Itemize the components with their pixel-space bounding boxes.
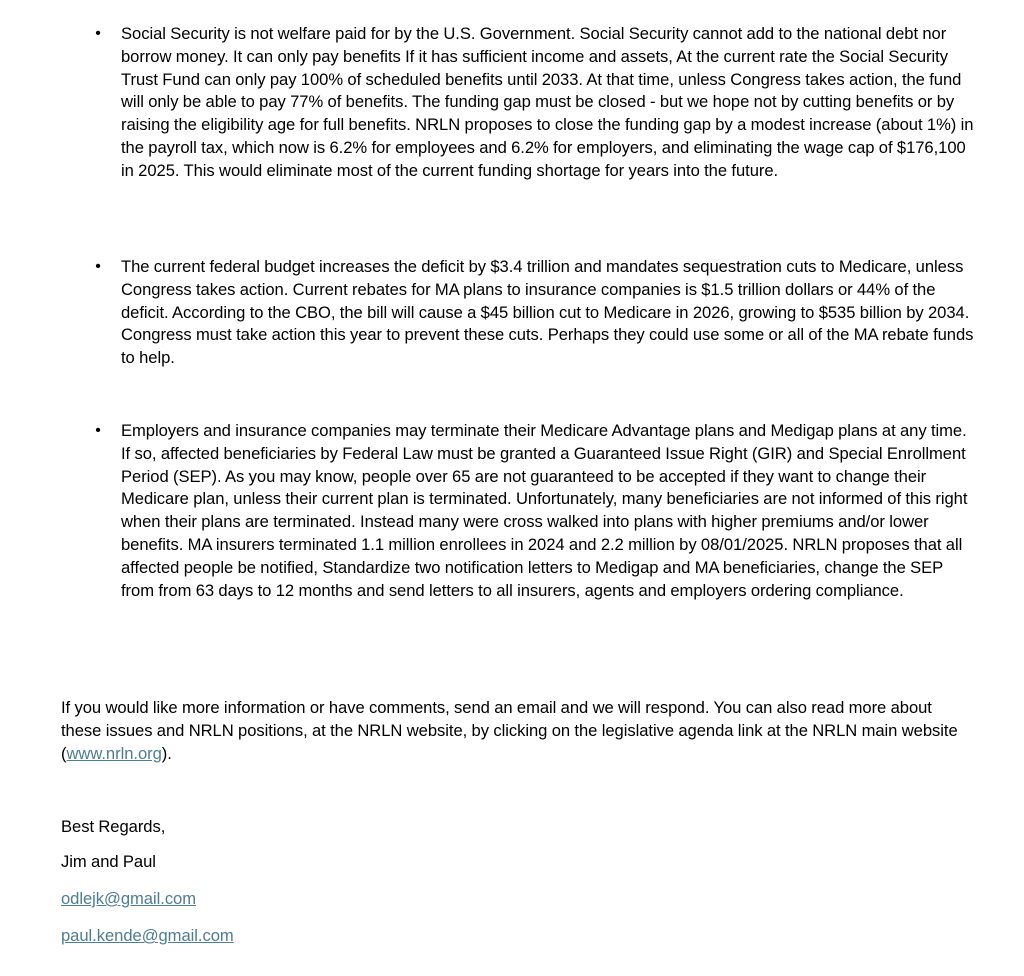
closing-text: If you would like more information or have comments, send an email and we will respond. You can also read more about these issues and NRLN positions, at the NRLN website, by clicking on the legislative agenda link at the NRLN main website ( bbox=[61, 698, 958, 763]
closing-paragraph bbox=[61, 697, 961, 765]
bullet-icon: • bbox=[95, 258, 101, 275]
closing-text-end: ). bbox=[161, 743, 172, 763]
signoff-names: Jim and Paul bbox=[61, 852, 156, 871]
bullet-text: The current federal budget increases the deficit by $3.4 trillion and mandates sequestration cuts to Medicare, unless Congress takes action. Current rebates for MA plans to insurance companies is $1.5 trillion dollars or 44% of the deficit. According to the CBO, the bill will cause a $45 billion cut to Medicare in 2026, growing to $535 billion by 2034. Congress must take action this year to prevent these cuts. Perhaps they could use some or all of the MA rebate funds to help. bbox=[121, 257, 974, 368]
email-link-paul[interactable]: paul.kende@gmail.com bbox=[61, 926, 234, 945]
nrln-website-link[interactable]: www.nrln.org bbox=[66, 743, 162, 763]
bullet-text: Social Security is not welfare paid for by the U.S. Government. Social Security cannot add to the national debt nor borrow money. It can only pay benefits If it has sufficient income and assets, At the current rate the Social Security Trust Fund can only pay 100% of scheduled benefits until 2033. At that time, unless Congress takes action, the fund will only be able to pay 77% of benefits. The funding gap must be closed - but we hope not by cutting benefits or by raising the eligibility age for full benefits. NRLN proposes to close the funding gap by a modest increase (about 1%) in the payroll tax, which now is 6.2% for employees and 6.2% for employers, and eliminating the wage cap of $176,100 in 2025. This would eliminate most of the current funding shortage for years into the future. bbox=[121, 24, 974, 180]
bullet-icon: • bbox=[95, 422, 101, 439]
email-link-jim[interactable]: odlejk@gmail.com bbox=[61, 889, 197, 908]
signoff-regards: Best Regards, bbox=[61, 817, 166, 836]
bullet-icon: • bbox=[95, 25, 101, 42]
bullet-text: Employers and insurance companies may terminate their Medicare Advantage plans and Medigap plans at any time. If so, affected beneficiaries by Federal Law must be granted a Guaranteed Issue Right (GIR) and Special Enrollment Period (SEP). As you may know, people over 65 are not guaranteed to be accepted if they want to change their Medicare plan, unless their current plan is terminated. Unfortunately, many beneficiaries are not informed of this right when their plans are terminated. Instead many were cross walked into plans with higher premiums and/or lower benefits. MA insurers terminated 1.1 million enrollees in 2024 and 2.2 million by 08/01/2025. NRLN proposes that all affected people be notified, Standardize two notification letters to Medigap and MA beneficiaries, change the SEP from from 63 days to 12 months and send letters to all insurers, agents and employers ordering compliance. bbox=[121, 421, 968, 600]
